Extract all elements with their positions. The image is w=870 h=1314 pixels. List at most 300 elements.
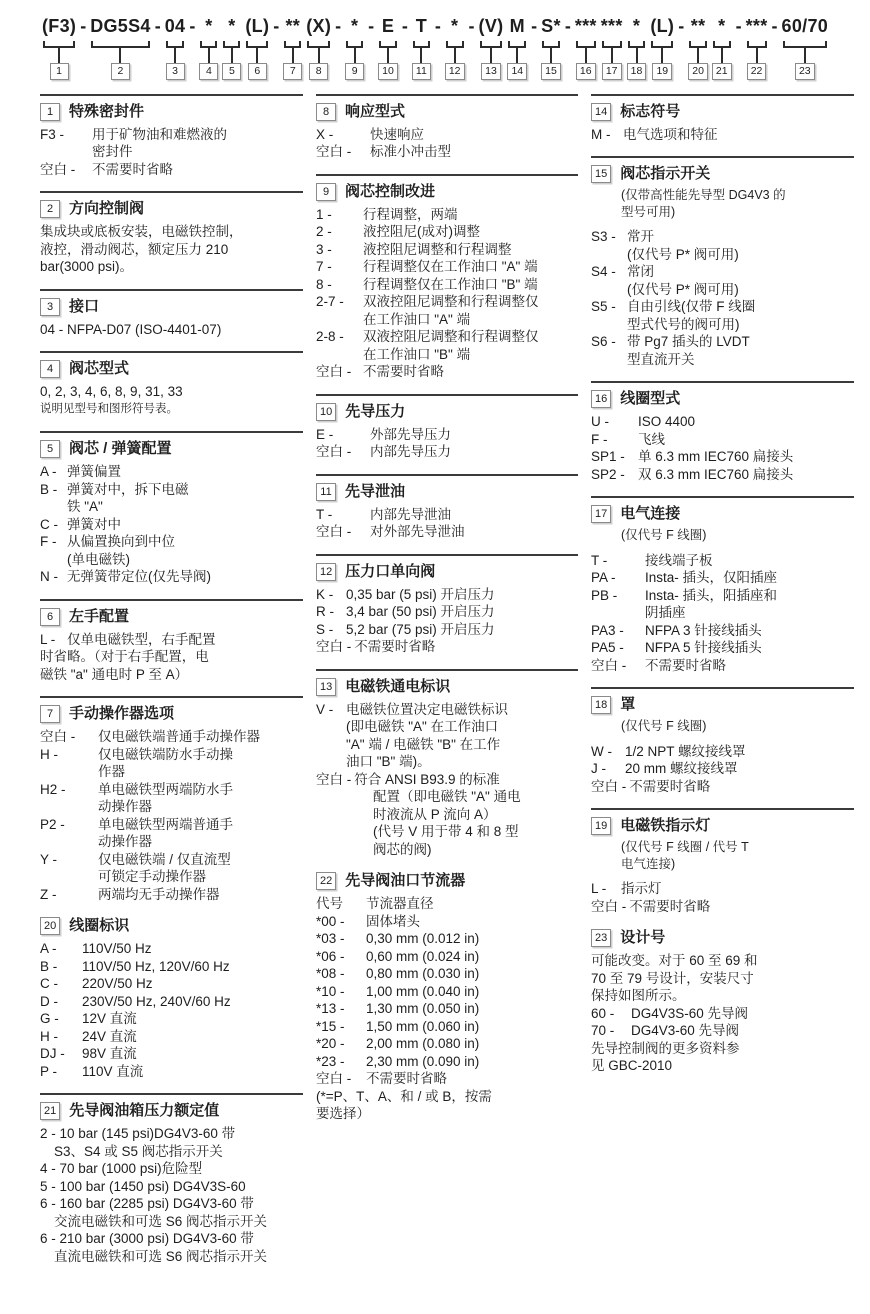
option-code: H - [40, 1028, 58, 1044]
option-row [316, 1000, 578, 1018]
option-row [316, 346, 578, 364]
code-segment-text: *** [745, 16, 768, 36]
option-code: *23 - [316, 1053, 345, 1069]
option-text: 不需要时省略 [363, 364, 444, 379]
option-row: 见 GBC-2010 [591, 1058, 673, 1073]
code-separator: - [771, 16, 778, 36]
section-header [40, 704, 303, 723]
option-code: 空白 - [316, 144, 352, 159]
option-row [591, 622, 854, 640]
position-number-badge: 16 [576, 63, 596, 80]
option-row [40, 728, 303, 746]
option-text: 5,2 bar (75 psi) 开启压力 [346, 621, 495, 637]
section-number-badge: 18 [591, 696, 611, 714]
option-text: 阴插座 [645, 605, 686, 620]
option-row [591, 898, 854, 916]
option-row [591, 569, 854, 587]
column-2 [316, 94, 578, 1279]
column-3 [591, 94, 854, 1279]
option-code: 空白 - [591, 657, 627, 673]
connector-line [585, 48, 587, 63]
option-code: *20 - [316, 1036, 345, 1051]
section-number-badge: 11 [316, 483, 336, 501]
option-code: *06 - [316, 948, 345, 964]
connector-line [119, 48, 121, 63]
section-number-badge: 5 [40, 440, 60, 458]
code-segment-19 [650, 15, 674, 80]
section-divider [591, 687, 854, 689]
option-code: N - [40, 569, 58, 584]
option-code [40, 143, 92, 161]
section-18 [591, 687, 854, 795]
section-header [40, 297, 303, 316]
option-text: 飞线 [638, 431, 665, 447]
section-divider [40, 94, 303, 96]
connector-line [721, 48, 723, 63]
section-header [316, 482, 578, 501]
connector-line [636, 48, 638, 63]
option-row [316, 223, 578, 241]
option-code: *08 - [316, 966, 345, 981]
position-number-badge: 10 [378, 63, 398, 80]
section-title: 阀芯指示开关 [620, 165, 711, 182]
option-row [316, 126, 578, 144]
section-title: 先导压力 [345, 402, 406, 420]
option-row: 时液流从 P 流向 A） [373, 806, 497, 822]
option-code: R - [316, 604, 334, 619]
option-code: PA5 - [591, 640, 624, 655]
option-text: 不需要时省略 [92, 161, 173, 177]
option-code: 7 - [316, 259, 332, 274]
section-note [591, 187, 854, 220]
option-row [316, 426, 578, 444]
option-code [591, 351, 627, 369]
bracket-connector [246, 41, 268, 48]
section-title: 标志符号 [620, 102, 681, 120]
code-separator: - [434, 16, 441, 36]
option-code: J - [591, 761, 606, 776]
option-code: *10 - [316, 983, 345, 999]
code-segment-text: (V) [478, 16, 504, 36]
section-header [591, 102, 854, 121]
option-row [591, 760, 854, 778]
option-row [316, 241, 578, 259]
section-divider [40, 289, 303, 291]
option-row [591, 316, 854, 334]
code-segment-8 [306, 15, 331, 80]
section-header [591, 695, 854, 714]
bracket-connector [446, 41, 464, 48]
option-row: 磁铁 "a" 通电时 P 至 A） [40, 666, 189, 682]
option-code: 代号 [316, 896, 343, 911]
connector-line [611, 48, 613, 63]
section-title: 阀芯控制改进 [345, 182, 436, 200]
option-row [40, 763, 303, 781]
connector-line [697, 48, 699, 63]
option-text: 固体堵头 [366, 913, 420, 929]
section-header [40, 1101, 303, 1120]
option-row [591, 281, 854, 299]
option-code [316, 753, 346, 771]
option-text: 节流器直径 [366, 896, 434, 911]
bracket-connector [713, 41, 731, 48]
option-text: 可锁定手动操作器 [98, 869, 206, 884]
section-note-line: 电气连接) [621, 856, 676, 871]
code-separator: - [468, 16, 475, 36]
code-segment-text: *** [574, 16, 597, 36]
code-segment-text: ** [690, 16, 706, 36]
option-code [40, 868, 98, 886]
option-row [316, 443, 578, 461]
option-text: 作器 [98, 764, 125, 779]
option-row [316, 603, 578, 621]
option-text: 单电磁铁型两端防水手 [98, 781, 233, 797]
option-text: 外部先导压力 [370, 426, 451, 442]
option-row [40, 886, 303, 904]
section-divider [316, 554, 578, 556]
section-number-badge: 7 [40, 705, 60, 723]
code-segment-text: DG5S4 [90, 16, 151, 36]
option-row [40, 833, 303, 851]
option-text: 在工作油口 "A" 端 [363, 311, 471, 327]
option-code: 空白 - [591, 778, 627, 794]
option-text: (单电磁铁) [67, 551, 130, 567]
option-row [40, 958, 303, 976]
option-code: L - [40, 631, 56, 647]
option-text: 3,4 bar (50 psi) 开启压力 [346, 604, 495, 619]
position-number-badge: 17 [602, 63, 622, 80]
section-10 [316, 394, 578, 461]
option-code [316, 736, 346, 754]
option-text: 仅单电磁铁型，右手配置 [67, 631, 216, 647]
option-row [316, 983, 578, 1001]
option-text: 指示灯 [621, 881, 662, 896]
section-header [591, 164, 854, 183]
connector-line [490, 48, 492, 63]
option-row [40, 746, 303, 764]
option-row [40, 781, 303, 799]
section-header [316, 677, 578, 696]
option-row [40, 126, 303, 144]
option-row: 6 - 210 bar (3000 psi) DG4V3-60 带 [40, 1231, 254, 1246]
option-code: H - [40, 746, 58, 762]
option-row [316, 293, 578, 311]
section-6 [40, 599, 303, 684]
section-22 [316, 871, 578, 1123]
option-row [40, 533, 303, 551]
option-code: 1 - [316, 206, 332, 222]
section-title: 先导阀油口节流器 [345, 872, 466, 889]
option-code: SP1 - [591, 449, 625, 464]
option-text: 0,60 mm (0.024 in) [366, 948, 480, 964]
bracket-connector [413, 41, 430, 48]
option-code: B - [40, 958, 58, 974]
option-text: 110V 直流 [82, 1063, 144, 1079]
bracket-connector [508, 41, 526, 48]
section-title: 罩 [620, 696, 636, 713]
section-16 [591, 381, 854, 483]
position-number-badge: 9 [345, 63, 364, 80]
option-code: Y - [40, 851, 58, 867]
option-code: 空白 - [316, 444, 352, 459]
option-code: M - [591, 126, 611, 142]
section-divider [316, 669, 578, 671]
option-code [40, 833, 98, 851]
option-text: 2,30 mm (0.090 in) [366, 1053, 480, 1069]
option-row [40, 975, 303, 993]
option-text: 动操作器 [98, 799, 152, 814]
code-segment-14 [507, 15, 527, 80]
option-text: (仅代号 P* 阀可用) [627, 281, 739, 297]
code-segment-text: * [351, 16, 359, 36]
option-text: 弹簧对中 [67, 516, 121, 532]
option-text: 内部先导泄油 [370, 506, 451, 522]
section-divider [591, 381, 854, 383]
section-19 [591, 808, 854, 915]
option-row [316, 1070, 578, 1088]
option-code [40, 551, 67, 569]
option-row: 可能改变。对于 60 至 69 和 [591, 953, 758, 968]
section-9 [316, 174, 578, 381]
option-text: 98V 直流 [82, 1046, 137, 1061]
option-text: 0,35 bar (5 psi) 开启压力 [346, 586, 495, 602]
option-row [40, 498, 303, 516]
option-text: ISO 4400 [638, 414, 696, 429]
option-text: 24V 直流 [82, 1028, 137, 1044]
option-text: (仅代号 P* 阀可用) [627, 246, 739, 262]
option-row [316, 965, 578, 983]
option-code: S6 - [591, 334, 616, 349]
section-title: 先导泄油 [345, 482, 406, 500]
option-row: 时省略。（对于右手配置，电 [40, 649, 209, 664]
code-segment-text: *** [600, 16, 623, 36]
option-row [591, 587, 854, 605]
position-number-badge: 21 [712, 63, 732, 80]
section-title: 特殊密封件 [69, 102, 145, 120]
option-row [316, 895, 578, 913]
option-row [40, 798, 303, 816]
option-row [316, 206, 578, 224]
section-title: 先导阀油箱压力额定值 [69, 1102, 220, 1119]
option-code: E - [316, 426, 334, 442]
option-code: PB - [591, 587, 618, 603]
option-row [591, 228, 854, 246]
option-row [40, 940, 303, 958]
option-text: 1,00 mm (0.040 in) [366, 983, 480, 999]
option-text: 20 mm 螺纹接线罩 [625, 761, 738, 776]
option-row: 直流电磁铁和可选 S6 阀芯指示开关 [54, 1248, 268, 1264]
position-number-badge: 5 [222, 63, 241, 80]
option-code: *03 - [316, 931, 345, 946]
code-separator: - [401, 16, 408, 36]
code-segment-3 [165, 15, 186, 80]
option-row: 4 - 70 bar (1000 psi)危险型 [40, 1161, 203, 1176]
code-segment-9 [345, 15, 364, 80]
option-text: 密封件 [92, 144, 133, 159]
option-code: C - [40, 516, 58, 532]
option-code: S4 - [591, 264, 616, 279]
option-row [316, 1018, 578, 1036]
option-text: (即电磁铁 "A" 在工作油口 [346, 719, 499, 734]
option-row [40, 481, 303, 499]
option-code: 空白 - [316, 771, 352, 787]
option-code: 空白 - [316, 639, 352, 654]
option-row [316, 753, 578, 771]
code-segment-6 [245, 15, 269, 80]
option-row: 04 - NFPA-D07 (ISO-4401-07) [40, 321, 222, 337]
bracket-connector [307, 41, 330, 48]
code-separator: - [564, 16, 571, 36]
section-number-badge: 19 [591, 817, 611, 835]
option-row [316, 586, 578, 604]
option-code: F - [591, 431, 608, 447]
code-segment-23 [782, 15, 829, 80]
option-row: 液控，滑动阀芯，额定压力 210 [40, 241, 229, 257]
option-text: 液控阻尼(成对)调整 [363, 224, 480, 239]
option-code: L - [591, 881, 607, 896]
code-segment-12 [445, 15, 465, 80]
position-number-badge: 7 [283, 63, 302, 80]
code-segment-text: * [632, 16, 641, 36]
section-number-badge: 6 [40, 608, 60, 626]
position-number-badge: 23 [795, 63, 815, 80]
option-row [591, 743, 854, 761]
position-number-badge: 12 [445, 63, 465, 80]
option-text: DG4V3-60 先导阀 [631, 1023, 740, 1038]
section-divider [591, 808, 854, 810]
position-number-badge: 8 [309, 63, 328, 80]
option-row [316, 1053, 578, 1071]
code-segment-text: S* [541, 16, 561, 36]
option-code: W - [591, 743, 612, 759]
code-separator: - [154, 16, 161, 36]
code-separator: - [80, 16, 87, 36]
bracket-connector [43, 41, 75, 48]
section-3 [40, 289, 303, 339]
section-number-badge: 16 [591, 390, 611, 408]
option-text: 从偏置换向到中位 [67, 534, 175, 549]
position-number-badge: 4 [199, 63, 218, 80]
section-header [591, 389, 854, 408]
section-number-badge: 15 [591, 165, 611, 183]
section-note-line: 型号可用) [621, 204, 676, 219]
code-segment-text: E [381, 16, 395, 36]
option-row [591, 126, 854, 144]
section-header [591, 504, 854, 523]
section-13 [316, 669, 578, 859]
section-number-badge: 12 [316, 563, 336, 581]
option-code: 2 - [316, 224, 332, 239]
option-text: 符合 ANSI B93.9 的标准 [354, 771, 500, 787]
section-title: 线圈标识 [69, 917, 130, 934]
code-segment-13 [479, 15, 504, 80]
section-number-badge: 10 [316, 403, 336, 421]
section-title: 电气连接 [620, 505, 681, 522]
position-number-badge: 13 [481, 63, 501, 80]
option-row [316, 276, 578, 294]
position-number-badge: 20 [688, 63, 708, 80]
option-row [591, 1005, 854, 1023]
option-code: G - [40, 1011, 59, 1026]
option-row [591, 552, 854, 570]
section-header [316, 402, 578, 421]
option-text: DG4V3S-60 先导阀 [631, 1005, 749, 1021]
bracket-connector [628, 41, 646, 48]
section-20 [40, 916, 303, 1080]
option-code [591, 604, 645, 622]
option-code: B - [40, 481, 58, 497]
option-text: 电磁铁位置决定电磁铁标识 [346, 701, 508, 717]
section-divider [591, 496, 854, 498]
option-code [316, 718, 346, 736]
bracket-connector [200, 41, 217, 48]
bracket-connector [379, 41, 397, 48]
section-header [316, 562, 578, 581]
option-row: S3、S4 或 S5 阀芯指示开关 [54, 1143, 223, 1159]
section-12 [316, 554, 578, 656]
option-row [40, 1063, 303, 1081]
option-text: 双 6.3 mm IEC760 扁接头 [638, 466, 794, 482]
option-row [591, 333, 854, 351]
section-17 [591, 496, 854, 674]
option-code: A - [40, 464, 57, 479]
section-header [40, 607, 303, 626]
option-code: S - [316, 621, 334, 637]
code-segment-text: ** [285, 16, 301, 36]
connector-line [231, 48, 233, 63]
section-divider [40, 191, 303, 193]
connector-line [318, 48, 320, 63]
section-title: 线圈型式 [620, 390, 681, 407]
option-row [316, 1035, 578, 1053]
option-row: 先导控制阀的更多资料参 [591, 1040, 740, 1056]
column-1 [40, 94, 303, 1279]
option-code: PA - [591, 570, 616, 585]
section-note-line: (仅代号 F 线圈 / 代号 T [621, 840, 749, 854]
section-note-line: (仅代号 F 线圈) [621, 528, 707, 542]
position-number-badge: 14 [507, 63, 527, 80]
position-number-badge: 22 [747, 63, 767, 80]
code-segment-text: (X) [306, 16, 332, 36]
code-segment-16 [575, 15, 597, 80]
section-note [591, 527, 854, 544]
option-row [591, 246, 854, 264]
code-separator: - [368, 16, 375, 36]
option-code: F3 - [40, 126, 65, 142]
option-text: 型式代号的阀可用) [627, 316, 740, 332]
option-row [591, 351, 854, 369]
option-text: 230V/50 Hz, 240V/60 Hz [82, 993, 231, 1009]
option-row [591, 639, 854, 657]
section-2 [40, 191, 303, 276]
option-row: bar(3000 psi)。 [40, 259, 134, 274]
section-divider [40, 1093, 303, 1095]
option-code: V - [316, 701, 334, 717]
code-segment-text: * [718, 16, 726, 36]
option-row [316, 718, 578, 736]
section-header [40, 102, 303, 121]
option-code: *00 - [316, 913, 345, 929]
option-text: 接线端子板 [645, 552, 713, 568]
option-row [316, 948, 578, 966]
option-text: 1,30 mm (0.050 in) [366, 1001, 480, 1016]
option-text: 弹簧对中，拆下电磁 [67, 481, 189, 497]
section-number-badge: 13 [316, 678, 336, 696]
section-title: 手动操作器选项 [69, 705, 175, 722]
connector-line [516, 48, 518, 63]
position-number-badge: 11 [412, 63, 431, 80]
option-code: K - [316, 586, 334, 602]
